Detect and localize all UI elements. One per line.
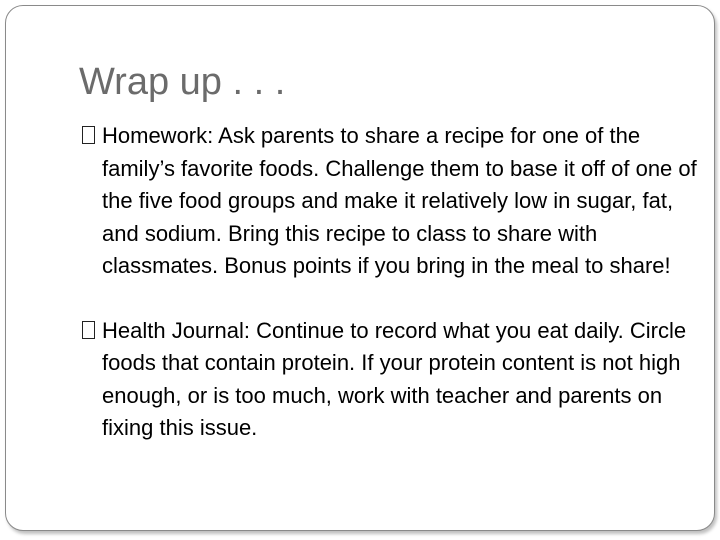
bullet-list [82, 120, 697, 445]
bullet-health-journal [82, 315, 697, 445]
bullet-text: Homework: Ask parents to share a recipe for one of the family’s favorite foods. Challenge them to base it off of one of the five food groups and make it relatively low in sugar, fat, and sodium. Bring this recipe to class to share with classmates. Bonus points if you bring in the meal to share! [102, 123, 697, 278]
square-bullet-icon [82, 321, 95, 339]
square-bullet-icon [82, 126, 95, 144]
bullet-homework [82, 120, 697, 283]
bullet-text: Health Journal: Continue to record what you eat daily. Circle foods that contain protein. If your protein content is not high enough, or is too much, work with teacher and parents on fixing this issue. [102, 317, 687, 440]
slide-title: Wrap up . . . [79, 61, 286, 103]
